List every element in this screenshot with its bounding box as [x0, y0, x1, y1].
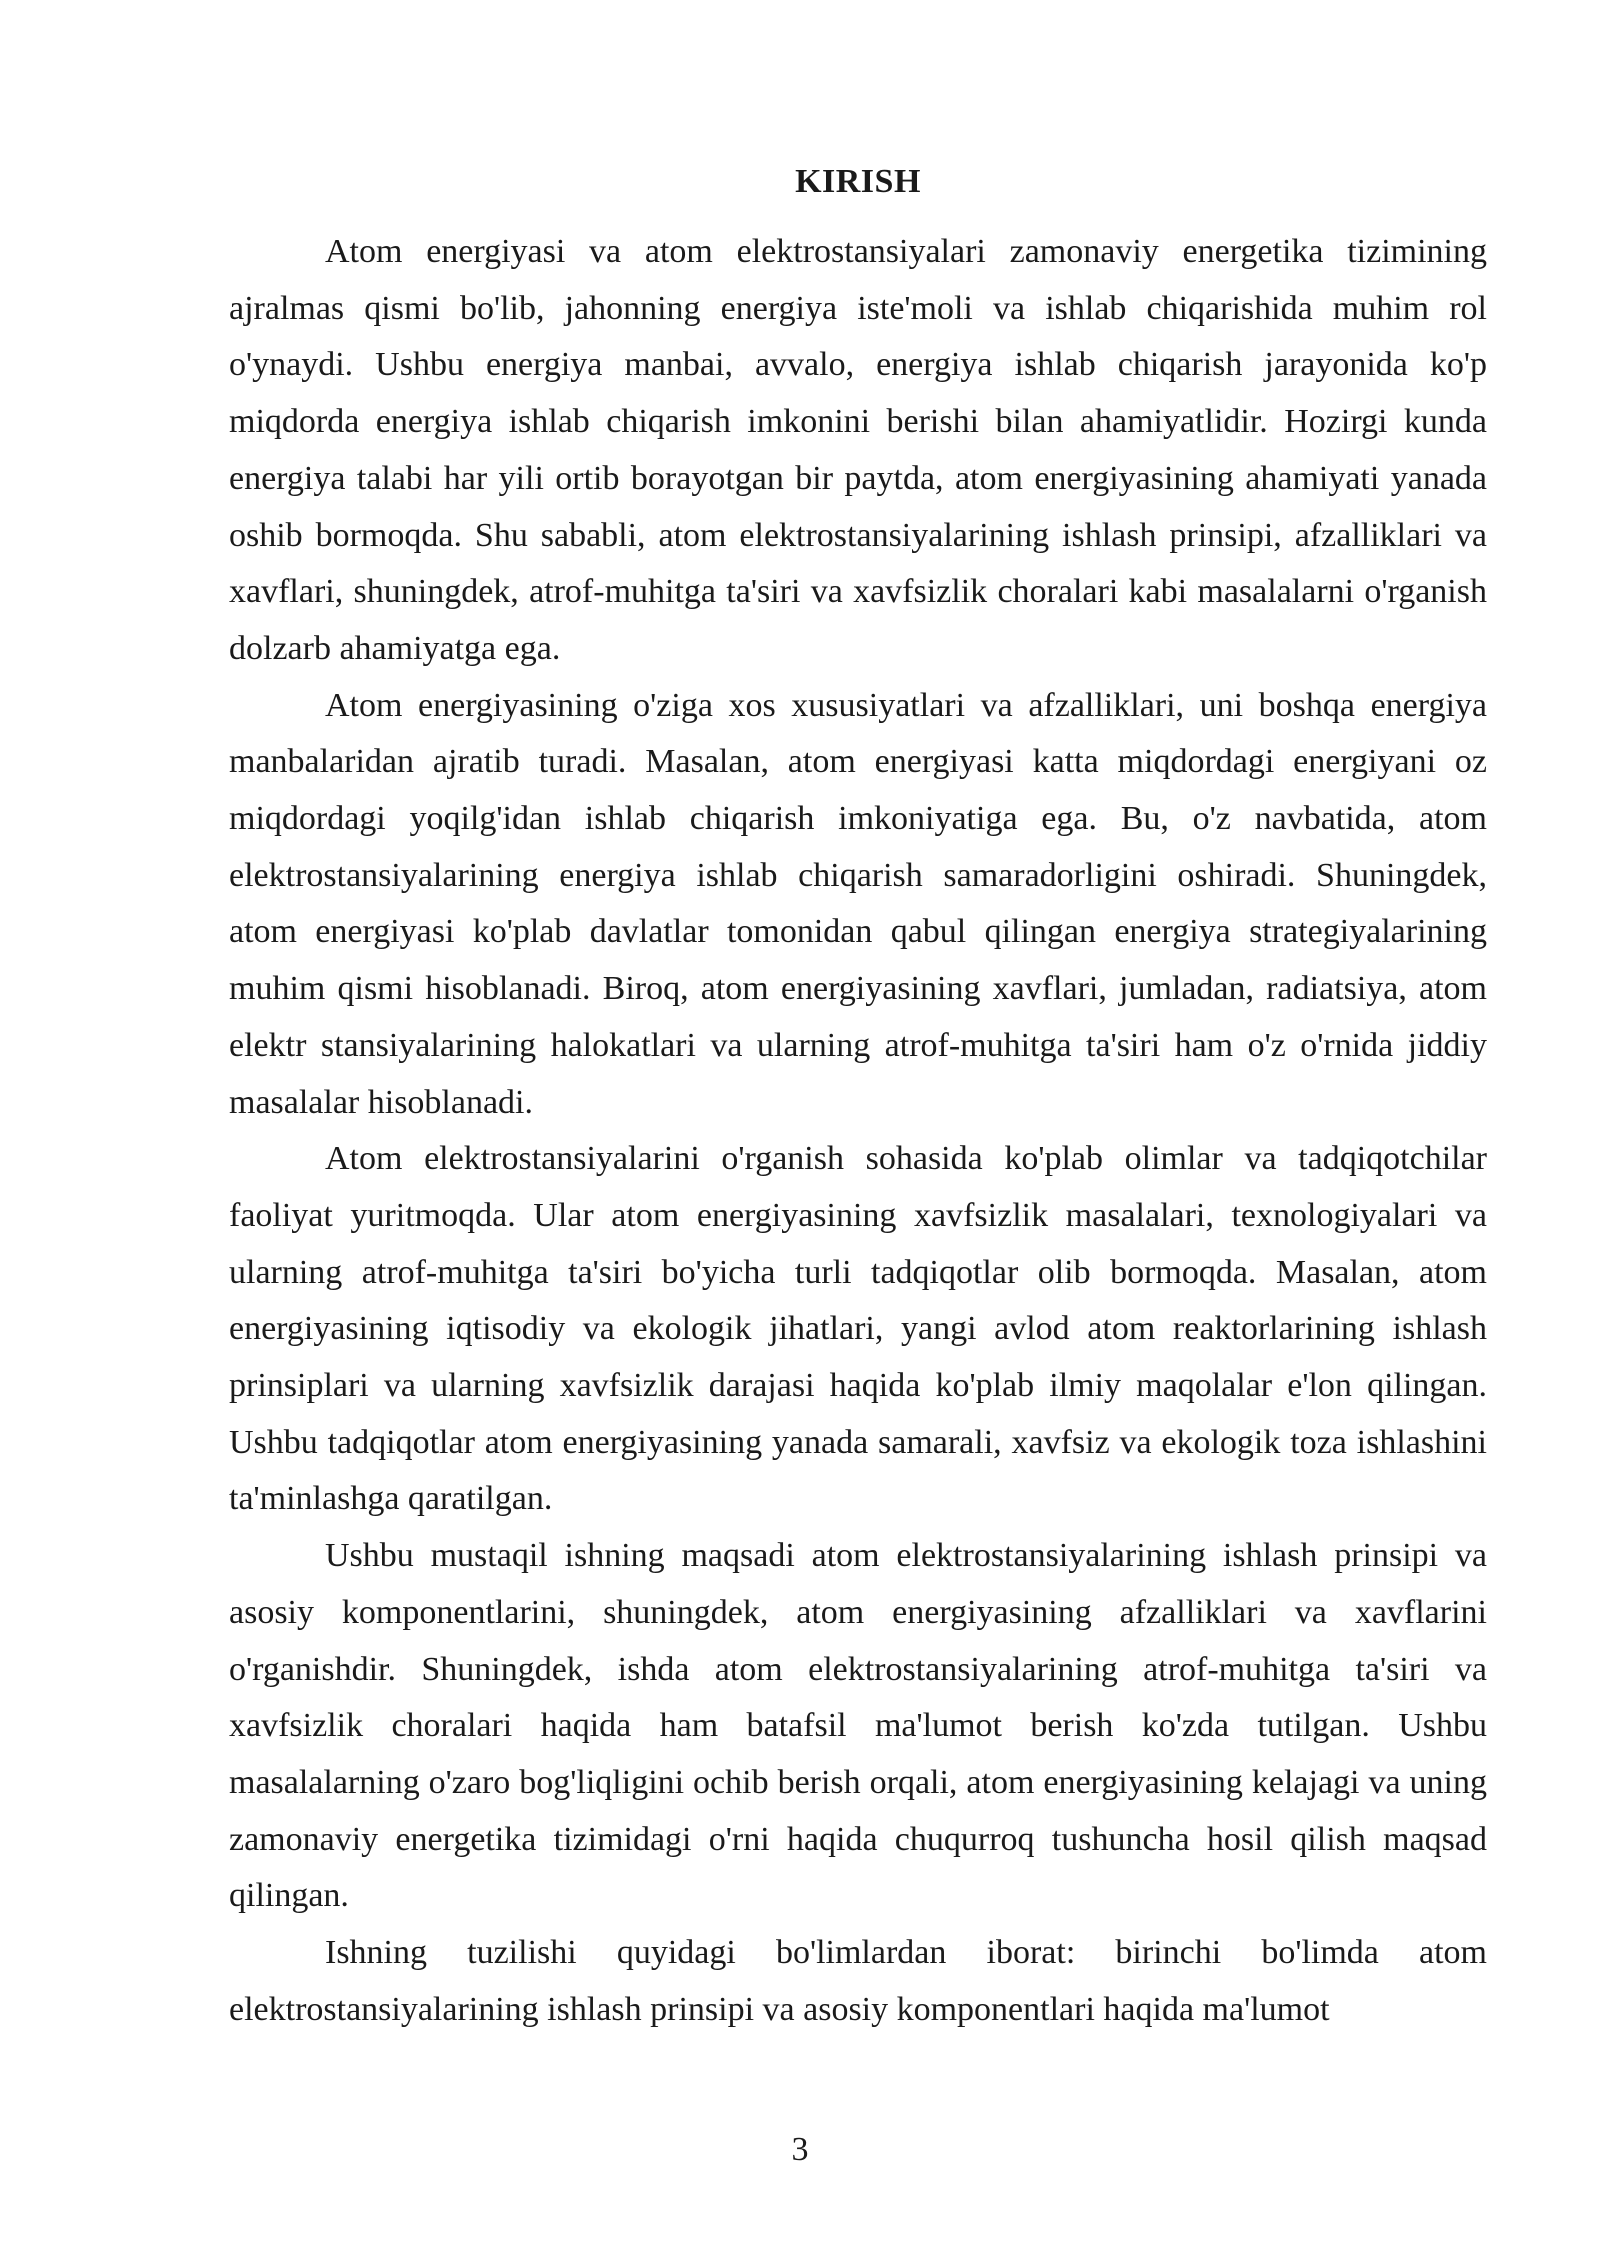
paragraph-2: Atom energiyasining o'ziga xos xususiyatlari va afzalliklari, uni boshqa energiya manbalaridan ajratib turadi. Masalan, atom energiyasi katta miqdordagi energiyani oz miqdordagi yoqilg'idan ishlab chiqarish imkoniyatiga ega. Bu, o'z navbatida, atom elektrostansiyalarining energiya ishlab chiqarish samaradorligini oshiradi. Shuningdek, atom energiyasi ko'plab davlatlar tomonidan qabul qilingan energiya strategiyalarining muhim qismi hisoblanadi. Biroq, atom energiyasining xavflari, jumladan, radiatsiya, atom elektr stansiyalarining halokatlari va ularning atrof-muhitga ta'siri ham o'z o'rnida jiddiy masalalar hisoblanadi. [229, 686, 1487, 1121]
paragraph-3: Atom elektrostansiyalarini o'rganish sohasida ko'plab olimlar va tadqiqotchilar faoliyat yuritmoqda. Ular atom energiyasining xavfsizlik masalalari, texnologiyalari va ularning atrof-muhitga ta'siri bo'yicha turli tadqiqotlar olib bormoqda. Masalan, atom energiyasining iqtisodiy va ekologik jihatlari, yangi avlod atom reaktorlarining ishlash prinsiplari va ularning xavfsizlik darajasi haqida ko'plab ilmiy maqolalar e'lon qilingan. Ushbu tadqiqotlar atom energiyasining yanada samarali, xavfsiz va ekologik toza ishlashini ta'minlashga qaratilgan. [229, 1140, 1487, 1518]
section-title: KIRISH [795, 163, 921, 200]
paragraph-5: Ishning tuzilishi quyidagi bo'limlardan iborat: birinchi bo'limda atom elektrostansiyalarining ishlash prinsipi va asosiy komponentlari haqida ma'lumot [229, 1934, 1487, 2028]
page-content [229, 160, 1487, 2039]
paragraph-1: Atom energiyasi va atom elektrostansiyalari zamonaviy energetika tizimining ajralmas qismi bo'lib, jahonning energiya iste'moli va ishlab chiqarishida muhim rol o'ynaydi. Ushbu energiya manbai, avvalo, energiya ishlab chiqarish jarayonida ko'p miqdorda energiya ishlab chiqarish imkonini berishi bilan ahamiyatlidir. Hozirgi kunda energiya talabi har yili ortib borayotgan bir paytda, atom energiyasining ahamiyati yanada oshib bormoqda. Shu sababli, atom elektrostansiyalarining ishlash prinsipi, afzalliklari va xavflari, shuningdek, atrof-muhitga ta'siri va xavfsizlik choralari kabi masalalarni o'rganish dolzarb ahamiyatga ega. [229, 233, 1487, 667]
paragraph-4: Ushbu mustaqil ishning maqsadi atom elektrostansiyalarining ishlash prinsipi va asosiy komponentlarini, shuningdek, atom energiyasining afzalliklari va xavflarini o'rganishdir. Shuningdek, ishda atom elektrostansiyalarining atrof-muhitga ta'siri va xavfsizlik choralari haqida ham batafsil ma'lumot berish ko'zda tutilgan. Ushbu masalalarning o'zaro bog'liqligini ochib berish orqali, atom energiyasining kelajagi va uning zamonaviy energetika tizimidagi o'rni haqida chuqurroq tushuncha hosil qilish maqsad qilingan. [229, 1537, 1487, 1915]
page-number: 3 [791, 2131, 809, 2168]
